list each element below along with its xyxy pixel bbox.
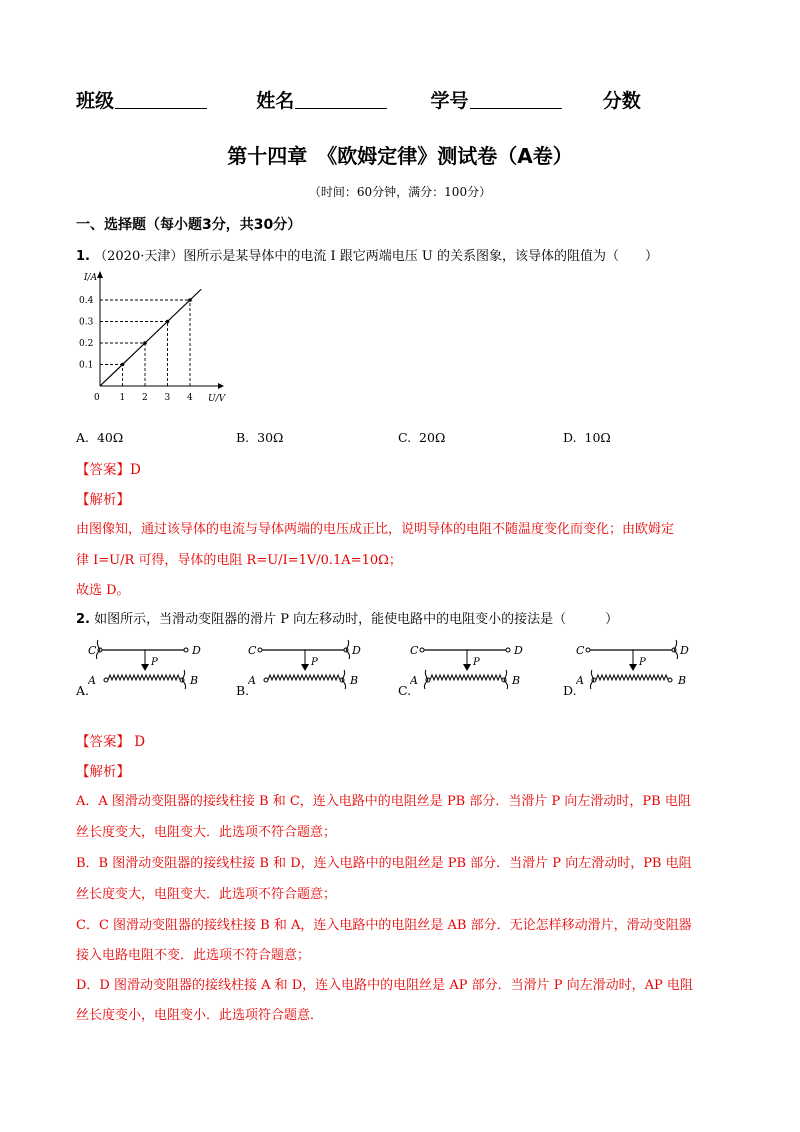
terminal-b — [668, 678, 672, 682]
question-number: 1. — [76, 249, 90, 264]
resistance-coil — [430, 675, 502, 680]
y-axis-label: I/A — [84, 273, 98, 283]
terminal-a — [104, 678, 108, 682]
analysis-line: 丝长度变大，电阻变大．此选项不符合题意； — [76, 887, 337, 902]
option-b[interactable] — [236, 430, 283, 445]
analysis-label-2: 【解析】 — [76, 764, 130, 780]
answer-2: 【答案】 D — [76, 734, 146, 750]
slider-arrow — [141, 664, 149, 671]
option-c[interactable] — [398, 430, 445, 445]
x-tick-label: 3 — [164, 393, 171, 403]
option-letter: C. — [398, 430, 412, 445]
question-text: （2020·天津）图所示是某导体中的电流 I 跟它两端电压 U 的关系图象，该导体的阻值为（ ） — [94, 249, 658, 264]
option-d[interactable] — [563, 430, 611, 445]
analysis-line: 律 I=U/R 可得，导体的电阻 R=U/I=1V/0.1A=10Ω； — [76, 553, 402, 568]
resistance-coil — [108, 675, 180, 680]
slider-label-p: P — [151, 657, 158, 668]
option-text: 30Ω — [257, 430, 284, 445]
analysis-line: B．B 图滑动变阻器的接线柱接 B 和 D，连入电路中的电阻丝是 PB 部分．当滑片 P 向左滑动时，PB 电阻 — [76, 856, 692, 871]
terminal-label-a: A — [576, 674, 584, 687]
terminal-c — [420, 648, 424, 652]
option-letter: D. — [563, 430, 577, 445]
id-blank[interactable] — [470, 90, 562, 109]
terminal-d — [184, 648, 188, 652]
y-tick-label: 0.4 — [79, 296, 94, 306]
x-tick-label: 1 — [119, 393, 126, 403]
iu-line — [100, 289, 201, 386]
terminal-label-c: C — [88, 644, 97, 657]
option-text: 20Ω — [419, 430, 446, 445]
name-blank[interactable] — [295, 90, 387, 109]
terminal-label-b: B — [190, 674, 199, 687]
resistance-coil — [596, 675, 668, 680]
question-number: 2. — [76, 612, 90, 627]
question-2 — [76, 608, 618, 627]
y-axis-arrow — [97, 271, 103, 278]
origin-label: 0 — [94, 393, 100, 403]
rheostat-diagram-c — [410, 638, 530, 698]
slider-arrow — [463, 664, 471, 671]
option-letter: A. — [76, 430, 90, 445]
terminal-a — [264, 678, 268, 682]
terminal-label-a: A — [88, 674, 96, 687]
option-label[interactable]: B. — [236, 683, 250, 698]
slider-arrow — [629, 664, 637, 671]
answer-1: 【答案】D — [76, 462, 141, 478]
x-axis-arrow — [218, 383, 224, 389]
terminal-label-b: B — [678, 674, 687, 687]
analysis-line: D．D 图滑动变阻器的接线柱接 A 和 D，连入电路中的电阻丝是 AP 部分．当滑片 P 向左滑动时，AP 电阻 — [76, 978, 693, 993]
iu-graph-content — [79, 271, 227, 404]
rheostat-diagram-d — [576, 638, 696, 698]
terminal-d — [506, 648, 510, 652]
option-label[interactable]: D. — [563, 683, 577, 698]
name-label: 姓名 — [256, 90, 295, 112]
slider-label-p: P — [311, 657, 318, 668]
terminal-label-a: A — [410, 674, 418, 687]
section-heading: 一、选择题（每小题3分，共30分） — [76, 217, 302, 233]
rheostat-diagram-b — [248, 638, 368, 698]
resistance-coil — [268, 675, 340, 680]
slider-label-p: P — [639, 657, 646, 668]
page-subtitle: （时间：60分钟，满分：100分） — [308, 185, 492, 199]
analysis-label-1: 【解析】 — [76, 492, 130, 508]
option-letter: B. — [236, 430, 250, 445]
class-label: 班级 — [76, 90, 115, 112]
option-text: 40Ω — [96, 430, 124, 445]
id-label: 学号 — [430, 90, 469, 112]
y-tick-label: 0.3 — [79, 317, 94, 328]
terminal-label-a: A — [248, 674, 256, 687]
analysis-line: 故选 D。 — [76, 583, 130, 598]
x-tick-label: 2 — [142, 393, 148, 403]
iu-graph — [78, 268, 238, 414]
header-fields — [76, 86, 641, 113]
slider-arrow — [301, 664, 309, 671]
analysis-line: A．A 图滑动变阻器的接线柱接 B 和 C，连入电路中的电阻丝是 PB 部分．当滑片 P 向左滑动时，PB 电阻 — [76, 794, 691, 809]
option-label[interactable]: A. — [76, 683, 90, 698]
analysis-line: 接入电路电阻不变．此选项不符合题意； — [76, 948, 311, 963]
class-blank[interactable] — [115, 90, 207, 109]
terminal-label-d: D — [680, 644, 689, 657]
analysis-line: 丝长度变大，电阻变大．此选项不符合题意； — [76, 825, 337, 840]
analysis-line: 丝长度变小，电阻变小．此选项符合题意． — [76, 1008, 324, 1023]
option-text: 10Ω — [584, 430, 611, 445]
x-axis-label: U/V — [208, 394, 226, 404]
terminal-c — [258, 648, 262, 652]
terminal-label-d: D — [514, 644, 523, 657]
y-tick-label: 0.1 — [79, 360, 94, 371]
terminal-label-c: C — [410, 644, 419, 657]
analysis-line: C．C 图滑动变阻器的接线柱接 B 和 A，连入电路中的电阻丝是 AB 部分．无论怎样移动滑片，滑动变阻器 — [76, 918, 692, 933]
terminal-label-b: B — [512, 674, 521, 687]
option-label[interactable]: C. — [398, 683, 412, 698]
terminal-label-c: C — [576, 644, 585, 657]
terminal-label-b: B — [350, 674, 359, 687]
rheostat-diagram-a — [88, 638, 208, 698]
x-tick-label: 4 — [187, 393, 193, 403]
option-a[interactable] — [76, 430, 123, 445]
question-1 — [76, 245, 658, 264]
terminal-label-c: C — [248, 644, 257, 657]
terminal-label-d: D — [192, 644, 201, 657]
question-text: 如图所示，当滑动变阻器的滑片 P 向左移动时，能使电路中的电阻变小的接法是（ ） — [94, 612, 619, 627]
y-tick-label: 0.2 — [79, 339, 94, 349]
slider-label-p: P — [473, 657, 480, 668]
terminal-label-d: D — [352, 644, 361, 657]
analysis-line: 由图像知，通过该导体的电流与导体两端的电压成正比，说明导体的电阻不随温度变化而变化；由欧姆定 — [76, 522, 675, 537]
page-title: 第十四章 《欧姆定律》测试卷（A卷） — [227, 144, 573, 168]
score-label: 分数 — [602, 90, 641, 112]
terminal-c — [586, 648, 590, 652]
